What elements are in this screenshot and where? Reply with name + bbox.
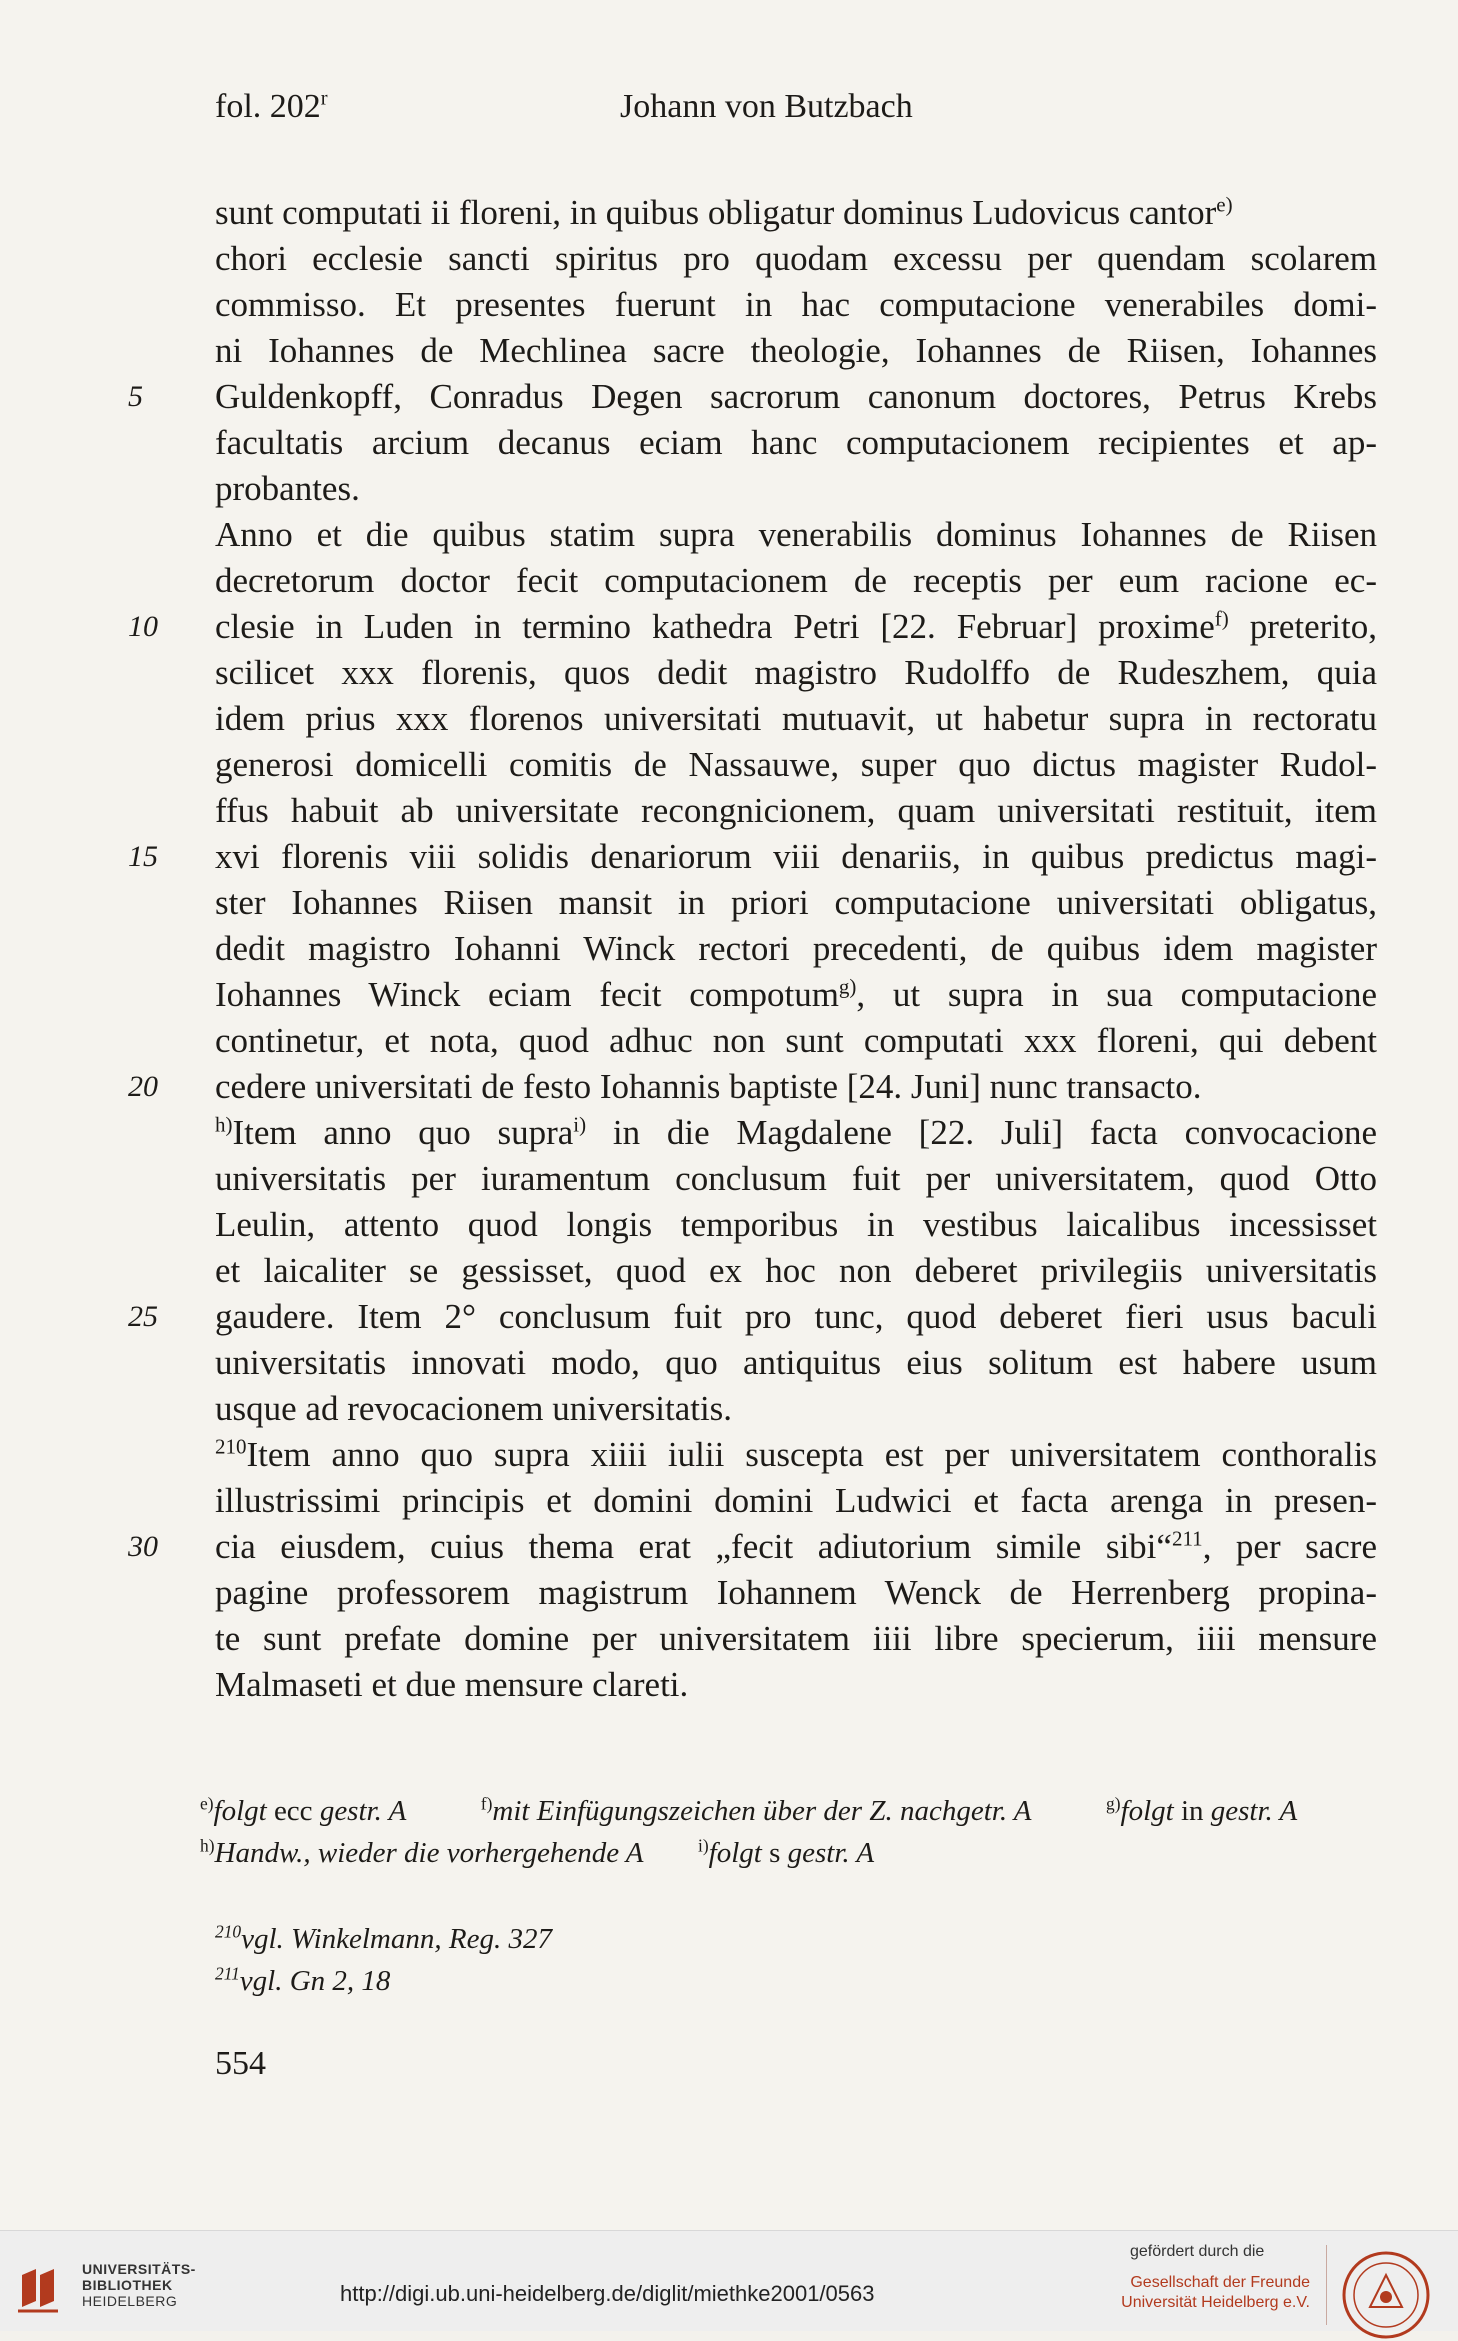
text-line: te sunt prefate domine per universitatem iiii libre specierum, iiii mensure bbox=[215, 1619, 1377, 1658]
text-line: scilicet xxx florenis, quos dedit magistro Rudolffo de Rudeszhem, quia bbox=[215, 653, 1377, 692]
folio-reference bbox=[215, 88, 328, 126]
folio-superscript: r bbox=[320, 87, 328, 110]
apparatus-entry-e: $^{e)}$folgt ecc gestr. A bbox=[200, 1793, 407, 1827]
apparatus-line-1 bbox=[200, 1790, 1380, 1832]
text-line: gaudere. Item 2° conclusum fuit pro tunc, quod deberet fieri usus baculi bbox=[215, 1297, 1377, 1336]
text-line: universitatis innovati modo, quo antiquitus eius solitum est habere usum bbox=[215, 1343, 1377, 1382]
text-line: usque ad revocacionem universitatis. bbox=[215, 1389, 733, 1428]
apparatus-entry-i: $^{i)}$folgt s gestr. A bbox=[698, 1835, 875, 1869]
text-line: commisso. Et presentes fuerunt in hac computacione venerabiles domi- bbox=[215, 285, 1377, 324]
apparatus-entry-h: $^{h)}$Handw., wieder die vorhergehende A bbox=[200, 1835, 644, 1869]
text-line: dedit magistro Iohanni Winck rectori precedenti, de quibus idem magister bbox=[215, 929, 1377, 968]
line-number: 25 bbox=[128, 1300, 158, 1333]
text-line: clesie in Luden in termino kathedra Petri [22. Februar] proxime$^{f)}$ preterito, bbox=[215, 606, 1377, 646]
apparatus-entry-g: $^{g)}$folgt in gestr. A bbox=[1106, 1793, 1298, 1827]
apparatus-line-2 bbox=[200, 1832, 1380, 1874]
text-line: Guldenkopff, Conradus Degen sacrorum canonum doctores, Petrus Krebs bbox=[215, 377, 1377, 416]
text-line: et laicaliter se gessisset, quod ex hoc non deberet privilegiis universitatis bbox=[215, 1251, 1377, 1290]
permalink-url[interactable]: http://digi.ub.uni-heidelberg.de/diglit/miethke2001/0563 bbox=[340, 2281, 875, 2306]
text-line: generosi domicelli comitis de Nassauwe, super quo dictus magister Rudol- bbox=[215, 745, 1377, 784]
line-number: 15 bbox=[128, 840, 158, 873]
library-name: UNIVERSITÄTS- BIBLIOTHEK HEIDELBERG bbox=[82, 2261, 196, 2309]
text-line: pagine professorem magistrum Iohannem Wenck de Herrenberg propina- bbox=[215, 1573, 1377, 1612]
text-line: cedere universitati de festo Iohannis baptiste [24. Juni] nunc transacto. bbox=[215, 1067, 1202, 1106]
footer-divider bbox=[1326, 2245, 1327, 2325]
text-line: Iohannes Winck eciam fecit compotum$^{g)}$, ut supra in sua computacione bbox=[215, 974, 1377, 1014]
line-number: 10 bbox=[128, 610, 158, 643]
apparatus-entry-f: $^{f)}$mit Einfügungszeichen über der Z. nachgetr. A bbox=[480, 1793, 1032, 1827]
text-line: xvi florenis viii solidis denariorum viii denariis, in quibus predictus magi- bbox=[215, 837, 1377, 876]
sponsor-name: Gesellschaft der Freunde Universität Heidelberg e.V. bbox=[1121, 2274, 1310, 2311]
text-line: Anno et die quibus statim supra venerabilis dominus Iohannes de Riisen bbox=[215, 515, 1377, 554]
source-note-210: $^{210}$vgl. Winkelmann, Reg. 327 bbox=[215, 1921, 552, 1955]
text-line: probantes. bbox=[215, 469, 360, 508]
text-line: chori ecclesie sancti spiritus pro quodam excessu per quendam scolarem bbox=[215, 239, 1377, 278]
text-line: cia eiusdem, cuius thema erat „fecit adiutorium simile sibi“$^{211}$, per sacre bbox=[215, 1526, 1377, 1566]
text-line: Malmaseti et due mensure clareti. bbox=[215, 1665, 689, 1704]
source-note-211: $^{211}$vgl. Gn 2, 18 bbox=[215, 1963, 391, 1997]
text-line: $^{h)}$Item anno quo supra$^{i)}$ in die Magdalene [22. Juli] facta convocacione bbox=[215, 1112, 1377, 1152]
text-line: facultatis arcium decanus eciam hanc computacionem recipientes et ap- bbox=[215, 423, 1377, 462]
line-number: 20 bbox=[128, 1070, 158, 1103]
footer-bar bbox=[0, 2230, 1458, 2331]
university-seal-icon bbox=[1340, 2249, 1432, 2341]
text-line: universitatis per iuramentum conclusum fuit per universitatem, quod Otto bbox=[215, 1159, 1377, 1198]
text-line: ster Iohannes Riisen mansit in priori computacione universitati obligatus, bbox=[215, 883, 1377, 922]
line-number: 5 bbox=[128, 380, 143, 413]
text-line: continetur, et nota, quod adhuc non sunt computati xxx floreni, qui debent bbox=[215, 1021, 1377, 1060]
text-line: $^{210}$Item anno quo supra xiiii iulii suscepta est per universitatem conthoralis bbox=[215, 1434, 1377, 1474]
folio-text: fol. 202 bbox=[215, 88, 321, 125]
page-number: 554 bbox=[215, 2045, 266, 2082]
line-number: 30 bbox=[128, 1530, 158, 1563]
text-line: ffus habuit ab universitate recongnicionem, quam universitati restituit, item bbox=[215, 791, 1377, 830]
text-line: decretorum doctor fecit computacionem de receptis per eum racione ec- bbox=[215, 561, 1377, 600]
running-title: Johann von Butzbach bbox=[620, 88, 913, 125]
text-line: sunt computati ii floreni, in quibus obligatur dominus Ludovicus cantor$^{e)}$ bbox=[215, 192, 1233, 232]
text-line: illustrissimi principis et domini domini Ludwici et facta arenga in presen- bbox=[215, 1481, 1377, 1520]
text-line: idem prius xxx florenos universitati mutuavit, ut habetur supra in rectoratu bbox=[215, 699, 1377, 738]
text-line: Leulin, attento quod longis temporibus in vestibus laicalibus incessisset bbox=[215, 1205, 1377, 1244]
text-line: ni Iohannes de Mechlinea sacre theologie, Iohannes de Riisen, Iohannes bbox=[215, 331, 1377, 370]
library-logo-icon bbox=[14, 2261, 68, 2315]
sponsor-intro: gefördert durch die bbox=[1130, 2243, 1265, 2260]
